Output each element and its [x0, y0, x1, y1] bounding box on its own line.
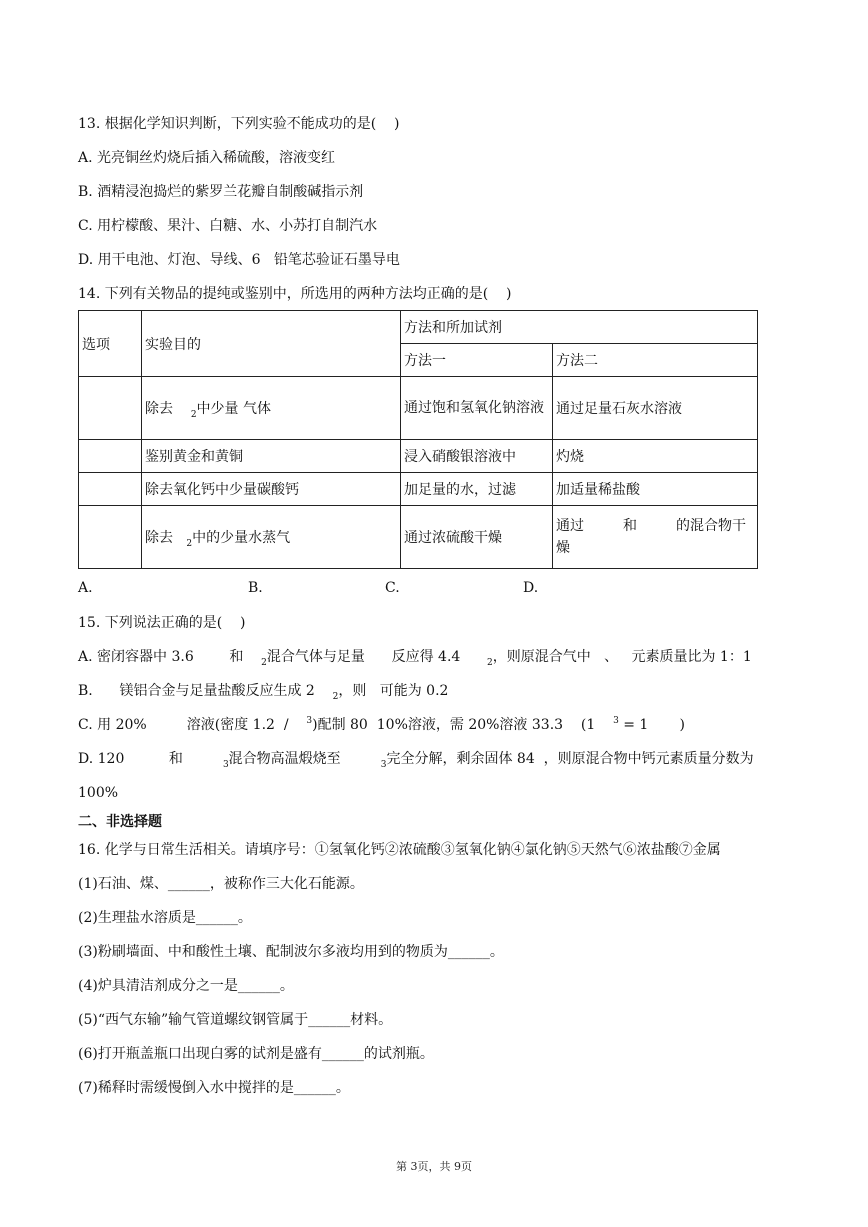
- q16-item-2: (2)生理盐水溶质是______。: [78, 910, 252, 926]
- table-cell-method-2: 通过 和 的混合物干 燥: [553, 506, 758, 569]
- table-header-method: 方法和所加试剂: [401, 311, 758, 344]
- table-row: [79, 506, 758, 569]
- table-row: [79, 377, 758, 440]
- table-cell-option: [79, 473, 142, 506]
- q16-item-5: (5)“西气东输”输气管道螺纹钢管属于______材料。: [78, 1012, 393, 1028]
- section-heading: 二、非选择题: [78, 814, 162, 830]
- table-cell-option: [79, 377, 142, 440]
- table-header-option: 选项: [79, 311, 142, 377]
- q15-option-d: D. 120 和 $_3$混合物高温煅烧至 $_3$完全分解，剩余固体 84 ，则原混合物中钙元素质量分数为: [78, 751, 754, 770]
- q16-item-6: (6)打开瓶盖瓶口出现白雾的试剂是盛有______的试剂瓶。: [78, 1046, 434, 1062]
- table-cell-method-1: 加足量的水，过滤: [401, 473, 553, 506]
- table-cell-method-2: 通过足量石灰水溶液: [553, 377, 758, 440]
- table-cell-method-2: 灼烧: [553, 440, 758, 473]
- q16-item-4: (4)炉具清洁剂成分之一是______。: [78, 978, 294, 994]
- table-row: [79, 473, 758, 506]
- table-header-purpose: 实验目的: [142, 311, 401, 377]
- table-header-method-1: 方法一: [401, 344, 553, 377]
- q15-option-d-continued: 100%: [78, 785, 119, 801]
- q16-item-1: (1)石油、煤、______，被称作三大化石能源。: [78, 876, 364, 892]
- table-cell-method-2: 加适量稀盐酸: [553, 473, 758, 506]
- table-cell-option: [79, 506, 142, 569]
- q14-choice-d: D.: [523, 580, 539, 596]
- page-footer: 第 3页，共 9页: [396, 1160, 472, 1173]
- q15-option-b: B. 镁铝合金与足量盐酸反应生成 2 $_2$，则 可能为 0.2: [78, 683, 449, 702]
- q14-options-table: [78, 310, 758, 569]
- table-cell-method-1: 通过饱和氢氧化钠溶液: [401, 377, 553, 440]
- q16-stem: 16. 化学与日常生活相关。请填序号：①氢氧化钙②浓硫酸③氢氧化钠④氯化钠⑤天然气⑥浓盐酸⑦金属: [78, 842, 721, 858]
- q13-option-b: B. 酒精浸泡捣烂的紫罗兰花瓣自制酸碱指示剂: [78, 184, 364, 200]
- table-cell-purpose: 除去 $_2$中的少量水蒸气: [142, 506, 401, 569]
- table-cell-purpose: 除去 $_2$中少量 气体: [142, 377, 401, 440]
- table-header-method-2: 方法二: [553, 344, 758, 377]
- q13-stem: 13. 根据化学知识判断，下列实验不能成功的是( ): [78, 116, 400, 132]
- table-cell-purpose: 鉴别黄金和黄铜: [142, 440, 401, 473]
- q14-choice-b: B.: [248, 580, 263, 596]
- q15-option-c: C. 用 20% 溶液(密度 1.2 / $^3$)配制 80 10%溶液，需 20%溶液 33.3 (1 $^3$ = 1 ): [78, 716, 685, 733]
- q14-stem: 14. 下列有关物品的提纯或鉴别中，所选用的两种方法均正确的是( ): [78, 286, 512, 302]
- table-cell-method-1: 浸入硝酸银溶液中: [401, 440, 553, 473]
- q14-choice-c: C.: [385, 580, 400, 596]
- q16-item-7: (7)稀释时需缓慢倒入水中搅拌的是______。: [78, 1080, 350, 1096]
- q15-option-a: A. 密闭容器中 3.6 和 $_2$混合气体与足量 反应得 4.4 $_2$，则原混合气中 、 元素质量比为 1：1: [78, 649, 752, 668]
- table-row: [79, 440, 758, 473]
- table-cell-option: [79, 440, 142, 473]
- q13-option-d: D. 用干电池、灯泡、导线、6 铅笔芯验证石墨导电: [78, 252, 400, 268]
- q13-option-a: A. 光亮铜丝灼烧后插入稀硫酸，溶液变红: [78, 150, 336, 166]
- q13-option-c: C. 用柠檬酸、果汁、白糖、水、小苏打自制汽水: [78, 218, 378, 234]
- table-cell-purpose: 除去氧化钙中少量碳酸钙: [142, 473, 401, 506]
- q16-item-3: (3)粉刷墙面、中和酸性土壤、配制波尔多液均用到的物质为______。: [78, 944, 504, 960]
- q15-stem: 15. 下列说法正确的是( ): [78, 615, 246, 631]
- q14-choice-a: A.: [78, 580, 93, 596]
- table-cell-method-1: 通过浓硫酸干燥: [401, 506, 553, 569]
